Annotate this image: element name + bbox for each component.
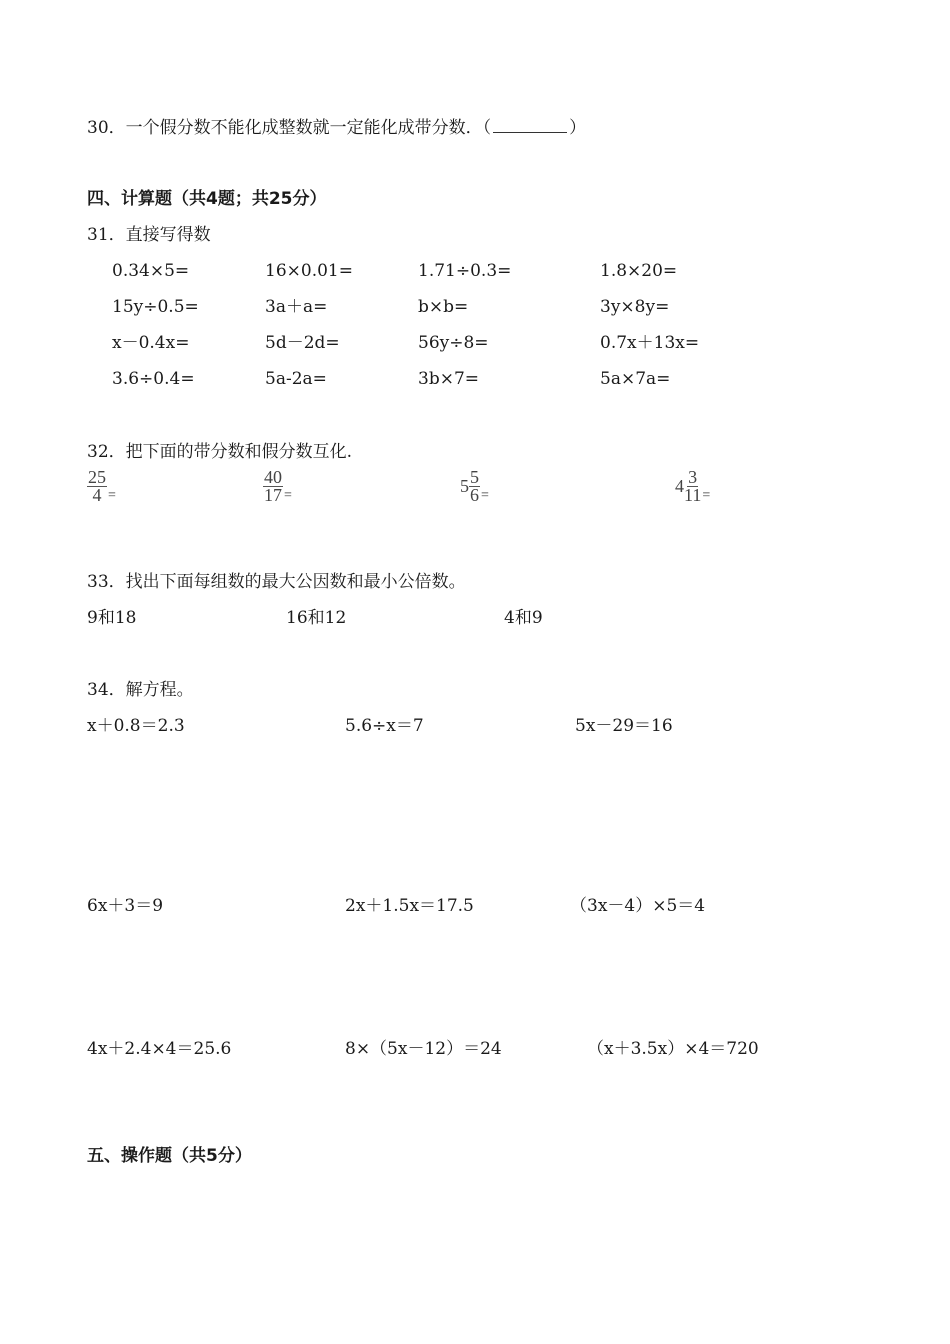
denominator: 17 [264, 485, 282, 505]
equation: （x＋3.5x）×4＝720 [587, 1039, 759, 1059]
section-5-title: 五、操作题（共5分） [87, 1146, 252, 1166]
answer-blank[interactable] [493, 118, 567, 133]
q31-cell: 1.71÷0.3= [418, 261, 512, 281]
equation: 2x＋1.5x＝17.5 [345, 896, 474, 916]
equation: 5x－29＝16 [575, 716, 673, 736]
q31-cell: 0.34×5= [112, 261, 190, 281]
fraction [87, 469, 107, 504]
fraction-item [263, 469, 292, 504]
q33-item: 9和18 [87, 608, 137, 628]
q31-cell: 3a＋a= [265, 297, 328, 317]
q31-cell: 5a×7a= [600, 369, 671, 389]
q31-cell: 56y÷8= [418, 333, 489, 353]
fraction-item [460, 469, 489, 504]
fraction [263, 469, 283, 504]
equals-sign: = [284, 488, 292, 503]
equation: 5.6÷x＝7 [345, 716, 424, 736]
denominator: 11 [684, 485, 702, 505]
equals-sign: = [702, 488, 711, 503]
question-34-title: 34．解方程。 [87, 680, 194, 700]
q31-cell: 1.8×20= [600, 261, 678, 281]
q31-cell: x－0.4x= [112, 333, 190, 353]
whole-part: 4 [675, 476, 684, 496]
q31-cell: 3y×8y= [600, 297, 670, 317]
fraction-item [87, 469, 116, 504]
question-33-title: 33．找出下面每组数的最大公因数和最小公倍数。 [87, 572, 466, 592]
equation: x＋0.8＝2.3 [87, 716, 185, 736]
q31-cell: 3b×7= [418, 369, 480, 389]
equation: 8×（5x－12）＝24 [345, 1039, 502, 1059]
equation: 6x＋3＝9 [87, 896, 164, 916]
equals-sign: = [481, 488, 489, 503]
fraction-item [675, 469, 710, 504]
denominator: 4 [92, 485, 102, 505]
question-32-title: 32．把下面的带分数和假分数互化. [87, 442, 353, 462]
q31-cell: 15y÷0.5= [112, 297, 199, 317]
fraction [469, 469, 480, 504]
question-30-close: ） [569, 118, 587, 138]
denominator: 6 [470, 485, 479, 505]
numerator: 5 [470, 467, 479, 487]
question-31-title: 31．直接写得数 [87, 225, 211, 245]
whole-part: 5 [460, 476, 469, 496]
numerator: 25 [88, 467, 106, 487]
q31-cell: 5a-2a= [265, 369, 327, 389]
q33-item: 4和9 [504, 608, 543, 628]
equals-sign: = [108, 488, 116, 503]
fraction [684, 469, 701, 504]
q31-cell: 16×0.01= [265, 261, 353, 281]
q31-cell: 3.6÷0.4= [112, 369, 195, 389]
q31-cell: 0.7x＋13x= [600, 333, 700, 353]
question-30-text: 30．一个假分数不能化成整数就一定能化成带分数．（ [87, 118, 492, 138]
q31-cell: 5d－2d= [265, 333, 340, 353]
question-30 [87, 118, 586, 138]
numerator: 40 [264, 467, 282, 487]
equation: （3x－4）×5＝4 [570, 896, 706, 916]
q31-cell: b×b= [418, 297, 469, 317]
equation: 4x＋2.4×4＝25.6 [87, 1039, 232, 1059]
q33-item: 16和12 [286, 608, 347, 628]
section-4-title: 四、计算题（共4题；共25分） [87, 189, 327, 209]
numerator: 3 [688, 467, 698, 487]
